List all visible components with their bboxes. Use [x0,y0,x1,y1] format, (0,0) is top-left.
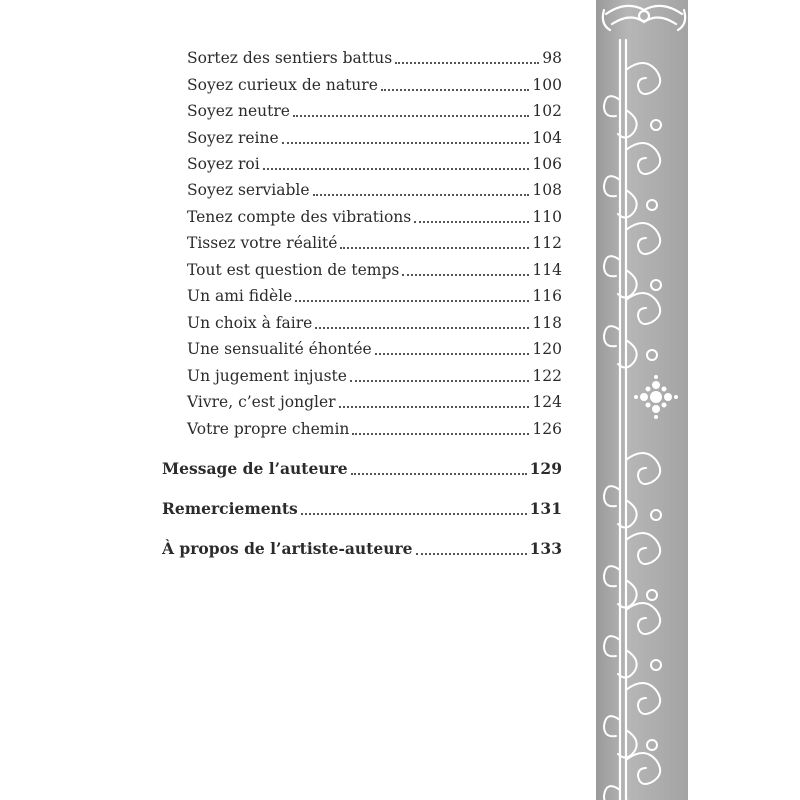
dot-leader [351,472,527,475]
toc-entry-title: Soyez serviable [187,181,310,199]
toc-entry-title: Un choix à faire [187,314,313,332]
toc-section-title: À propos de l’artiste-auteure [162,539,413,558]
dot-leader [381,88,530,91]
toc-entry[interactable] [187,177,562,199]
toc-entry-page: 116 [532,287,562,305]
toc-entry[interactable] [187,336,562,358]
scroll-flourish [604,533,660,608]
scroll-flourish [604,753,660,800]
dot-leader [352,432,529,435]
toc-entry-title: Tout est question de temps [187,261,400,279]
toc-section-title: Remerciements [162,499,298,518]
toc-entry-title: Votre propre chemin [187,420,350,438]
scroll-flourish [604,143,660,218]
dot-leader [315,326,529,329]
toc-section-page: 131 [529,499,562,518]
dot-leader [339,405,530,408]
dot-leader [375,352,530,355]
toc-entry[interactable] [187,98,562,120]
baroque-scroll-ornament-icon [596,0,688,800]
dot-leader [295,299,529,302]
toc-entry[interactable] [187,204,562,226]
dot-leader [263,167,530,170]
toc-section-entry[interactable] [162,456,562,478]
toc-entry[interactable] [187,416,562,438]
toc-section-page: 133 [529,539,562,558]
scroll-bead [647,740,657,750]
scroll-bead [647,590,657,600]
scroll-flourish [604,293,660,368]
toc-section-entry[interactable] [162,536,562,558]
toc-entry[interactable] [187,310,562,332]
dot-leader [340,246,529,249]
toc-entry-title: Vivre, c’est jongler [187,393,336,411]
toc-entry-page: 104 [532,129,562,147]
toc-entry-title: Soyez neutre [187,102,290,120]
dot-leader [313,193,530,196]
toc-entry[interactable] [187,363,562,385]
toc-entry-title: Soyez curieux de nature [187,76,378,94]
toc-entry-page: 122 [532,367,562,385]
toc-entry-page: 120 [532,340,562,358]
dot-leader [395,61,539,64]
toc-entry-title: Tenez compte des vibrations [187,208,412,226]
scroll-bead [647,350,657,360]
toc-entry-title: Un ami fidèle [187,287,293,305]
toc-section-title: Message de l’auteure [162,459,348,478]
toc-entry-title: Sortez des sentiers battus [187,49,393,67]
fleur-medallion-icon [634,375,678,419]
toc-section-entry[interactable] [162,496,562,518]
toc-entry[interactable] [187,389,562,411]
scroll-bead [647,200,657,210]
dot-leader [293,114,529,117]
dot-leader [414,220,529,223]
scroll-bead [651,280,661,290]
dot-leader [416,552,527,555]
toc-entry-page: 126 [532,420,562,438]
dot-leader [402,273,529,276]
dot-leader [301,512,527,515]
toc-entry-page: 100 [532,76,562,94]
toc-entry[interactable] [187,230,562,252]
toc-entry-title: Soyez roi [187,155,260,173]
toc-entry-page: 124 [532,393,562,411]
scroll-bead [651,120,661,130]
toc-entry-page: 108 [532,181,562,199]
toc-entry[interactable] [187,151,562,173]
toc-section-page: 129 [529,459,562,478]
decorative-side-band [596,0,688,800]
scroll-flourish [604,683,660,758]
dot-leader [282,141,530,144]
toc-entry-title: Un jugement injuste [187,367,347,385]
toc-entry-page: 114 [532,261,562,279]
toc-entry[interactable] [187,125,562,147]
toc-entry[interactable] [187,257,562,279]
toc-entry-page: 118 [532,314,562,332]
scroll-bead [651,660,661,670]
toc-entry-page: 110 [532,208,562,226]
toc-entry[interactable] [187,283,562,305]
toc-entry-title: Une sensualité éhontée [187,340,372,358]
toc-entry[interactable] [187,72,562,94]
toc-entry-page: 102 [532,102,562,120]
scroll-bead [651,510,661,520]
toc-entry-page: 106 [532,155,562,173]
toc-entry-page: 98 [542,49,562,67]
toc-entry-title: Tissez votre réalité [187,234,338,252]
toc-entry[interactable] [187,45,562,67]
dot-leader [350,379,529,382]
toc-entry-title: Soyez reine [187,129,279,147]
toc-entry-page: 112 [532,234,562,252]
